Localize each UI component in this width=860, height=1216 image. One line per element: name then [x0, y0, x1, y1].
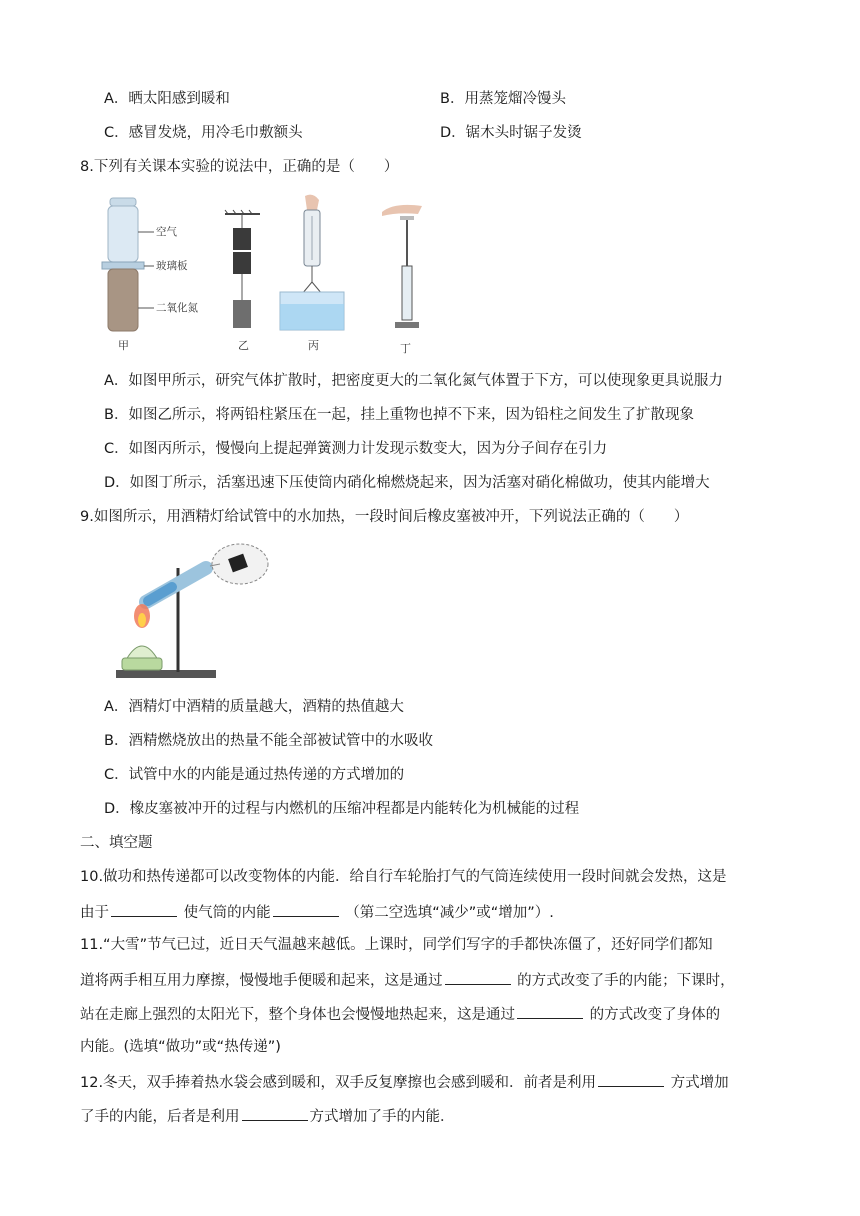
annotation-glass-plate: 玻璃板 — [156, 260, 188, 272]
q9-option-b: B．酒精燃烧放出的热量不能全部被试管中的水吸收 — [104, 733, 433, 749]
q11-line1: 11.“大雪”节气已过，近日天气温越来越低。上课时，同学们写字的手都快冻僵了，还好同学们都知 — [80, 937, 713, 953]
blank[interactable] — [445, 968, 511, 985]
spring-scale-figure — [280, 195, 344, 330]
q11-line3: 站在走廊上强烈的太阳光下，整个身体也会慢慢地热起来，这是通过 的方式改变了身体的 — [80, 1002, 720, 1026]
q12-line1: 12.冬天，双手捧着热水袋会感到暖和，双手反复摩擦也会感到暖和．前者是利用 方式增加 — [80, 1070, 729, 1094]
q11-line2: 道将两手相互用力摩擦，慢慢地手便暖和起来，这是通过 的方式改变了手的内能；下课时， — [80, 968, 735, 992]
blank[interactable] — [111, 900, 177, 917]
figure-label-yi: 乙 — [238, 339, 249, 352]
q8-option-d: D．如图丁所示，活塞迅速下压使筒内硝化棉燃烧起来，因为活塞对硝化棉做功，使其内能增大 — [104, 475, 710, 491]
section-title: 二、填空题 — [80, 835, 153, 851]
gas-jars-figure — [102, 198, 154, 331]
annotation-air: 空气 — [156, 226, 177, 238]
q9-option-a: A．酒精灯中酒精的质量越大，酒精的热值越大 — [104, 699, 404, 715]
q7-option-c: C．感冒发烧，用冷毛巾敷额头 — [104, 125, 303, 141]
q9-option-c: C．试管中水的内能是通过热传递的方式增加的 — [104, 767, 405, 783]
q9-stem: 9.如图所示，用酒精灯给试管中的水加热，一段时间后橡皮塞被冲开，下列说法正确的（ ） — [80, 509, 689, 525]
q12-line2: 了手的内能，后者是利用 方式增加了手的内能． — [80, 1104, 455, 1128]
piston-tube-figure — [382, 205, 422, 328]
blank[interactable] — [242, 1104, 308, 1121]
q11-line4: 内能。(选填“做功”或“热传递”) — [80, 1039, 281, 1055]
q8-option-c: C．如图丙所示，慢慢向上提起弹簧测力计发现示数变大，因为分子间存在引力 — [104, 441, 608, 457]
q8-option-a: A．如图甲所示，研究气体扩散时，把密度更大的二氧化氮气体置于下方，可以使现象更具说服力 — [104, 373, 723, 389]
q7-option-d: D．锯木头时锯子发烫 — [440, 125, 582, 141]
figure-label-jia: 甲 — [118, 339, 129, 352]
q7-option-a: A．晒太阳感到暖和 — [104, 91, 230, 107]
q7-option-b: B．用蒸笼熘冷馒头 — [440, 91, 566, 107]
q9-figure — [112, 542, 272, 684]
q10-line2: 由于 使气筒的内能 （第二空选填“减少”或“增加”）. — [80, 900, 554, 924]
lead-cylinders-figure — [225, 210, 260, 328]
blank[interactable] — [598, 1070, 664, 1087]
blank[interactable] — [517, 1002, 583, 1019]
q10-line1: 10.做功和热传递都可以改变物体的内能．给自行车轮胎打气的气筒连续使用一段时间就会发热，这是 — [80, 869, 727, 885]
annotation-nitrogen-dioxide: 二氧化氮 — [156, 302, 198, 314]
figure-label-bing: 丙 — [308, 339, 319, 352]
figure-label-ding: 丁 — [400, 342, 411, 355]
blank[interactable] — [273, 900, 339, 917]
q8-option-b: B．如图乙所示，将两铅柱紧压在一起，挂上重物也掉不下来，因为铅柱之间发生了扩散现象 — [104, 407, 694, 423]
q8-apparatus-illustration — [100, 192, 440, 357]
q8-stem: 8.下列有关课本实验的说法中，正确的是（ ） — [80, 159, 399, 175]
alcohol-lamp-test-tube-illustration — [112, 542, 272, 684]
q9-option-d: D．橡皮塞被冲开的过程与内燃机的压缩冲程都是内能转化为机械能的过程 — [104, 801, 580, 817]
q8-figure — [100, 192, 440, 357]
